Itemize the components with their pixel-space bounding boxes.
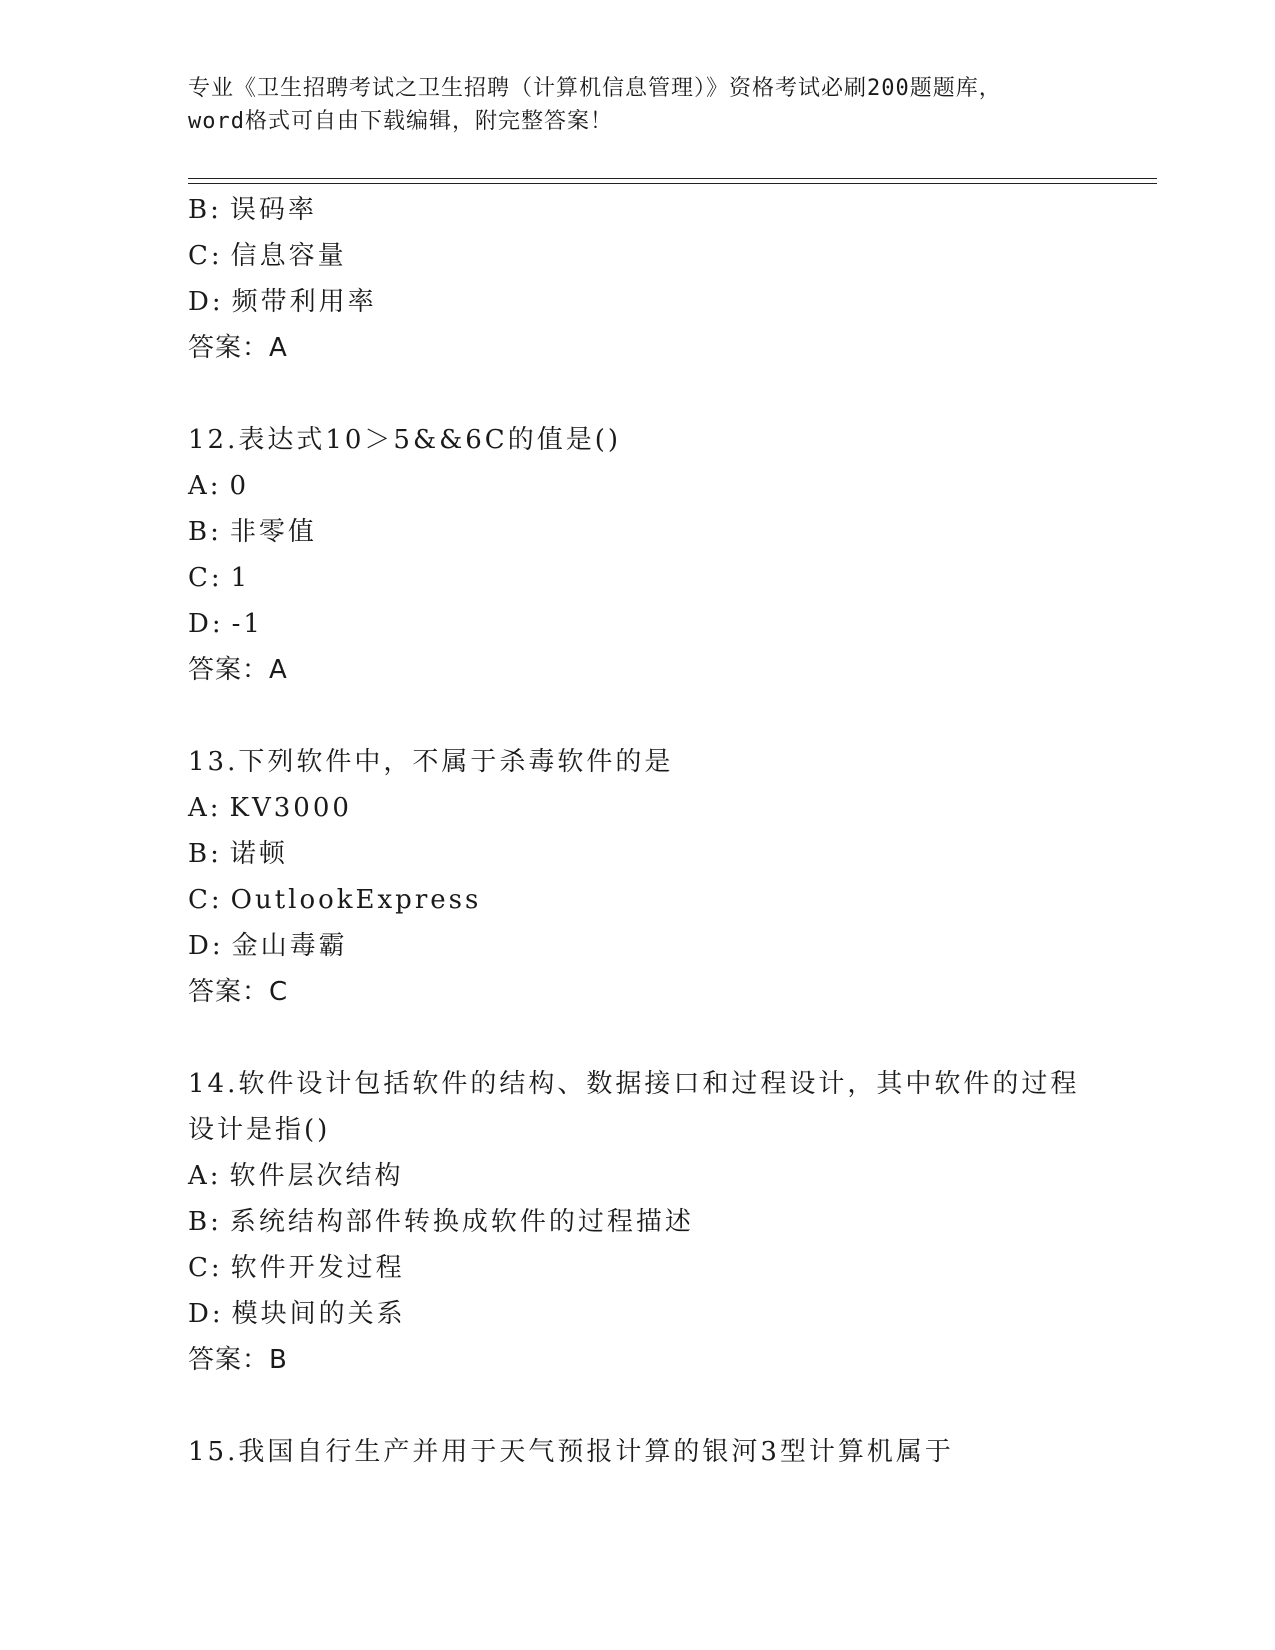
- question-12-text: 12.表达式10＞5&&6C的值是(): [188, 425, 621, 455]
- option-b: [188, 1199, 1088, 1245]
- option-text: 频带利用率: [231, 287, 377, 317]
- option-d: [188, 601, 1088, 647]
- option-text: OutlookExpress: [230, 885, 482, 915]
- option-text: 1: [230, 563, 251, 593]
- option-text: 软件开发过程: [230, 1253, 405, 1283]
- question-13-text: 13.下列软件中，不属于杀毒软件的是: [188, 747, 674, 777]
- option-key: C:: [188, 241, 223, 271]
- option-key: C:: [188, 563, 223, 593]
- option-key: A:: [188, 793, 222, 823]
- option-key: B:: [188, 195, 222, 225]
- option-key: D:: [188, 287, 224, 317]
- option-c: [188, 877, 1088, 923]
- question-14-text-line-2: 设计是指(): [188, 1115, 331, 1145]
- option-key: D:: [188, 609, 224, 639]
- option-b: [188, 187, 1088, 233]
- option-d: [188, 1291, 1088, 1337]
- option-a: [188, 463, 1088, 509]
- option-d: [188, 923, 1088, 969]
- option-a: [188, 1153, 1088, 1199]
- option-b: [188, 831, 1088, 877]
- option-key: B:: [188, 517, 222, 547]
- header-rule-top: [188, 178, 1157, 179]
- option-text: 误码率: [229, 195, 317, 225]
- option-a: [188, 785, 1088, 831]
- question-list: [188, 187, 1088, 1475]
- option-text: 0: [229, 471, 250, 501]
- option-d: [188, 279, 1088, 325]
- answer-line: 答案：A: [188, 655, 288, 685]
- option-text: -1: [231, 609, 263, 639]
- option-b: [188, 509, 1088, 555]
- document-header: [188, 72, 1088, 138]
- option-c: [188, 555, 1088, 601]
- answer-line: 答案：B: [188, 1345, 288, 1375]
- option-key: C:: [188, 1253, 223, 1283]
- option-text: 诺顿: [229, 839, 288, 869]
- option-text: 金山毒霸: [231, 931, 348, 961]
- option-text: 模块间的关系: [231, 1299, 406, 1329]
- option-key: D:: [188, 931, 224, 961]
- question-15-text: 15.我国自行生产并用于天气预报计算的银河3型计算机属于: [188, 1437, 954, 1467]
- header-line-2: word格式可自由下载编辑，附完整答案！: [188, 109, 613, 134]
- option-text: 系统结构部件转换成软件的过程描述: [229, 1207, 694, 1237]
- option-c: [188, 233, 1088, 279]
- option-key: B:: [188, 839, 222, 869]
- answer-line: 答案：A: [188, 333, 288, 363]
- option-key: C:: [188, 885, 223, 915]
- option-key: B:: [188, 1207, 222, 1237]
- header-line-1: 专业《卫生招聘考试之卫生招聘（计算机信息管理）》资格考试必刷200题题库，: [188, 76, 1002, 101]
- header-rule-bottom: [188, 183, 1157, 184]
- answer-line: 答案：C: [188, 977, 289, 1007]
- option-text: 信息容量: [230, 241, 347, 271]
- option-key: D:: [188, 1299, 224, 1329]
- option-c: [188, 1245, 1088, 1291]
- question-14-text-line-1: 14.软件设计包括软件的结构、数据接口和过程设计，其中软件的过程: [188, 1069, 1080, 1099]
- option-key: A:: [188, 471, 222, 501]
- option-text: 软件层次结构: [229, 1161, 404, 1191]
- option-text: 非零值: [229, 517, 317, 547]
- option-key: A:: [188, 1161, 222, 1191]
- option-text: KV3000: [229, 793, 352, 823]
